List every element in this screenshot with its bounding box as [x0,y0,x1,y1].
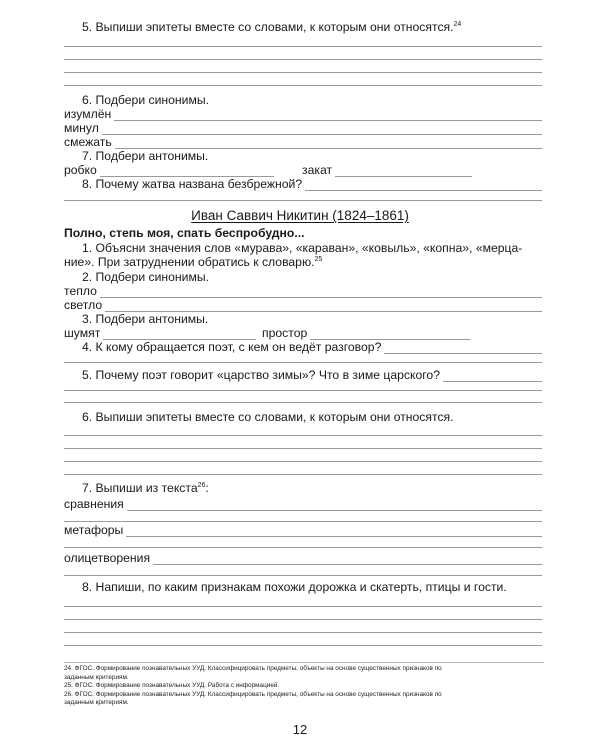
word-label: смежать [64,135,112,149]
answer-line[interactable] [64,200,542,201]
question-6: 6. Выпиши эпитеты вместе со словами, к которым они относятся. [82,410,454,424]
word-label: изумлён [64,107,112,121]
answer-line[interactable] [64,632,542,633]
synonym-row [64,298,542,312]
answer-line[interactable] [153,553,542,565]
word-label: робко [64,163,97,177]
answer-line[interactable] [126,525,542,537]
question-2: 2. Подбери синонимы. [82,270,209,284]
answer-line[interactable] [64,59,542,60]
footnote-ref-26: 26 [197,481,206,489]
answer-line[interactable] [127,499,542,511]
answer-line[interactable] [384,342,542,354]
answer-line[interactable] [64,72,542,73]
word-label: светло [64,298,103,312]
answer-line[interactable] [64,435,542,436]
footnote-line: 25. ФГОС. Формирование познавательных УУД. Работа с информацией. [64,682,280,690]
question-3: 3. Подбери антонимы. [82,312,209,326]
question-1-line1: 1. Объясни значения слов «мурава», «караван», «ковыль», «копна», «мерца- [82,241,523,255]
page-number: 12 [292,722,308,737]
question-6-top: 6. Подбери синонимы. [82,93,209,107]
question-7: 7. Выпиши из текста$^{26}$: [82,481,209,495]
answer-line[interactable] [64,46,542,47]
answer-line[interactable] [64,362,542,363]
answer-line[interactable] [64,474,542,475]
antonym-row [262,326,470,340]
synonym-row [64,135,542,149]
question-text: 4. К кому обращается поэт, с кем он ведёт разговор? [82,340,382,354]
question-text: 8. Почему жатва названа безбрежной? [82,177,303,191]
answer-line[interactable] [64,390,542,391]
answer-line[interactable] [64,645,542,646]
word-label: тепло [64,284,97,298]
word-label: сравнения [64,497,124,511]
answer-line[interactable] [64,547,542,548]
question-1-line2: ние». При затруднении обратись к словарю.$^{25}$ [64,255,323,269]
footnote-line: 24. ФГОС. Формирование познавательных УУД. Классифицировать предметы, объекты на основе существенных признаков по [64,665,442,672]
author-heading: Иван Саввич Никитин (1824–1861) [191,208,409,223]
footnote-ref-24: 24 [453,20,462,28]
extract-row [64,523,542,537]
answer-line[interactable] [64,402,542,403]
footnote-line: 26. ФГОС. Формирование познавательных УУД. Классифицировать предметы, объекты на основе существенных признаков по [64,690,442,698]
footnote-line: заданным критериям. [64,699,129,707]
question-4 [82,340,542,354]
footnotes [64,665,544,708]
synonym-row [64,121,542,135]
answer-line[interactable] [114,109,542,121]
synonym-row [64,107,542,121]
extract-row [64,551,542,565]
answer-line[interactable] [64,606,542,607]
question-7-top: 7. Подбери антонимы. [82,149,209,163]
question-5-top: 5. Выпиши эпитеты вместе со словами, к которым они относятся.$^{24}$ [82,20,462,34]
word-label: простор [262,326,308,340]
footnote-divider [64,662,544,663]
word-label: минул [64,121,99,135]
question-text: 5. Почему поэт говорит «царство зимы»? Что в зиме царского? [82,368,440,382]
word-label: шумят [64,326,101,340]
answer-line[interactable] [115,137,542,149]
answer-line[interactable] [64,575,542,576]
answer-line[interactable] [105,300,542,312]
answer-line[interactable] [102,123,542,135]
answer-line[interactable] [335,165,472,177]
footnote-line: заданным критериям. [64,673,129,681]
antonym-row [302,163,472,177]
poem-title: Полно, степь моя, спать беспробудно... [64,226,305,240]
answer-line[interactable] [100,286,542,298]
question-8-top [82,177,542,191]
extract-row [64,497,542,511]
answer-line[interactable] [64,85,542,86]
synonym-row [64,284,542,298]
answer-line[interactable] [103,328,256,340]
word-label: метафоры [64,523,124,537]
answer-line[interactable] [64,521,542,522]
word-label: закат [302,163,333,177]
answer-line[interactable] [100,165,274,177]
word-label: олицетворения [64,551,151,565]
question-8: 8. Напиши, по каким признакам похожи дорожка и скатерть, птицы и гости. [82,580,507,594]
answer-line[interactable] [64,619,542,620]
footnote-ref-25: 25 [314,255,323,263]
antonym-row [64,326,256,340]
antonym-row [64,163,274,177]
answer-line[interactable] [305,179,542,191]
answer-line[interactable] [310,328,470,340]
answer-line[interactable] [443,370,542,382]
answer-line[interactable] [64,448,542,449]
question-5 [82,368,542,382]
answer-line[interactable] [64,461,542,462]
